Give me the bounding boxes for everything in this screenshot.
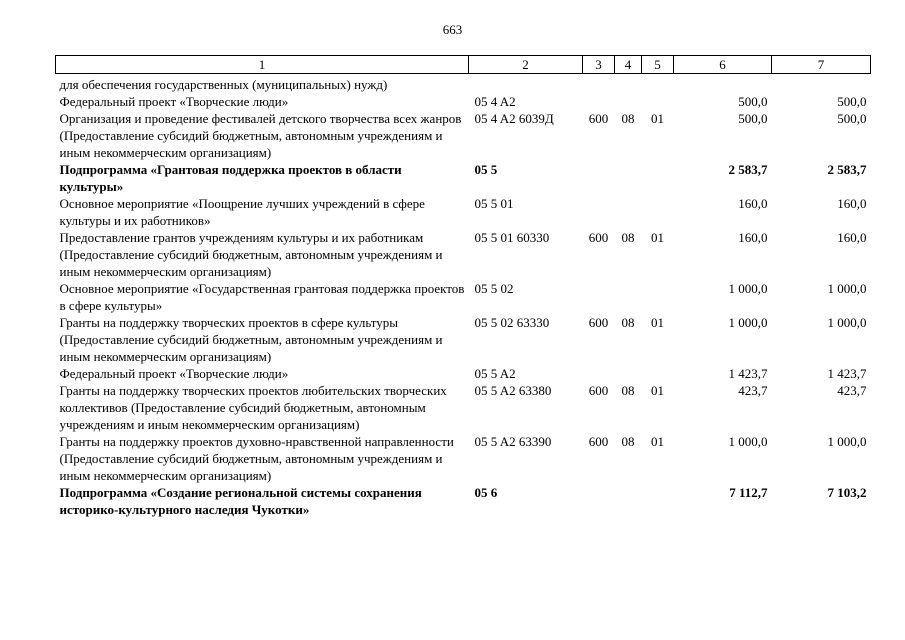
- header-col-7: 7: [772, 56, 871, 74]
- row-amount-2025: 1 000,0: [827, 434, 867, 449]
- table-header-row: [56, 56, 871, 74]
- row-amount-2025: 7 103,2: [827, 485, 867, 500]
- row-amount-2024: 500,0: [738, 111, 768, 126]
- row-code: 05 5 A2 63390: [474, 434, 552, 449]
- row-subsection: 01: [651, 383, 664, 398]
- row-section: [615, 74, 642, 94]
- table-row: [56, 314, 871, 365]
- table-row: [56, 365, 871, 382]
- table-row: [56, 161, 871, 195]
- row-subsection: 01: [651, 315, 664, 330]
- row-amount-2024: 423,7: [738, 383, 768, 398]
- row-code: 05 4 A2: [474, 94, 516, 109]
- row-section: [615, 195, 642, 229]
- row-amount-2024: 1 000,0: [728, 281, 768, 296]
- row-section: 08: [621, 111, 635, 126]
- row-description: Подпрограмма «Создание региональной системы сохранения историко-культурного наследия Чукотки»: [59, 485, 422, 517]
- row-code: 05 5 01 60330: [474, 230, 550, 245]
- row-type: 600: [588, 434, 609, 449]
- row-code: 05 6: [474, 485, 498, 500]
- row-section: [615, 280, 642, 314]
- row-section: [615, 484, 642, 518]
- header-col-3: 3: [583, 56, 615, 74]
- row-type: [583, 365, 615, 382]
- row-subsection: [642, 280, 674, 314]
- row-description: Гранты на поддержку проектов духовно-нравственной направленности (Предоставление субсидий бюджетным, автономным учреждениям и иным некоммерческим организациям): [59, 434, 454, 483]
- row-amount-2025: [772, 74, 871, 94]
- row-subsection: 01: [651, 434, 664, 449]
- table-row: [56, 93, 871, 110]
- row-description: Организация и проведение фестивалей детского творчества всех жанров (Предоставление субсидий бюджетным, автономным учреждениям и иным некоммерческим организациям): [59, 111, 462, 160]
- row-description: для обеспечения государственных (муниципальных) нужд): [59, 77, 388, 92]
- row-subsection: [642, 484, 674, 518]
- row-section: 08: [621, 315, 635, 330]
- row-subsection: [642, 93, 674, 110]
- row-code: 05 5: [474, 162, 498, 177]
- row-subsection: [642, 195, 674, 229]
- row-amount-2024: [674, 74, 772, 94]
- row-description: Федеральный проект «Творческие люди»: [59, 94, 289, 109]
- row-description: Федеральный проект «Творческие люди»: [59, 366, 289, 381]
- row-subsection: [642, 161, 674, 195]
- page-number: 663: [442, 22, 463, 37]
- row-type: 600: [588, 383, 609, 398]
- row-amount-2025: 160,0: [837, 230, 867, 245]
- row-type: 600: [588, 315, 609, 330]
- table-row: [56, 280, 871, 314]
- header-col-6: 6: [674, 56, 772, 74]
- row-section: 08: [621, 230, 635, 245]
- row-amount-2025: 500,0: [837, 94, 867, 109]
- row-type: [583, 195, 615, 229]
- row-code: 05 5 02: [474, 281, 514, 296]
- row-code: 05 5 A2 63380: [474, 383, 552, 398]
- header-col-4: 4: [615, 56, 642, 74]
- header-col-5: 5: [642, 56, 674, 74]
- row-amount-2024: 1 423,7: [728, 366, 768, 381]
- row-type: [583, 161, 615, 195]
- table-row: [56, 195, 871, 229]
- row-amount-2025: 1 000,0: [827, 315, 867, 330]
- row-section: [615, 93, 642, 110]
- row-code: [469, 74, 583, 94]
- row-subsection: 01: [651, 111, 664, 126]
- row-amount-2025: 160,0: [837, 196, 867, 211]
- row-subsection: [642, 365, 674, 382]
- row-amount-2024: 160,0: [738, 196, 768, 211]
- row-section: [615, 365, 642, 382]
- row-amount-2025: 423,7: [837, 383, 867, 398]
- row-code: 05 4 A2 6039Д: [474, 111, 554, 126]
- row-code: 05 5 A2: [474, 366, 516, 381]
- table-row: [56, 229, 871, 280]
- row-type: 600: [588, 230, 609, 245]
- budget-table: [55, 55, 871, 518]
- table-row: [56, 110, 871, 161]
- row-subsection: [642, 74, 674, 94]
- table-row: [56, 433, 871, 484]
- row-amount-2024: 1 000,0: [728, 315, 768, 330]
- table-row: [56, 382, 871, 433]
- row-description: Гранты на поддержку творческих проектов любительских творческих коллективов (Предоставление субсидий бюджетным, автономным учреждениям и иным некоммерческим организациям): [59, 383, 447, 432]
- row-amount-2024: 7 112,7: [729, 485, 768, 500]
- row-amount-2024: 2 583,7: [728, 162, 768, 177]
- row-description: Основное мероприятие «Государственная грантовая поддержка проектов в сфере культуры»: [59, 281, 465, 313]
- row-amount-2024: 1 000,0: [728, 434, 768, 449]
- header-col-2: 2: [469, 56, 583, 74]
- row-type: [583, 484, 615, 518]
- row-amount-2024: 500,0: [738, 94, 768, 109]
- header-col-1: 1: [56, 56, 469, 74]
- row-code: 05 5 02 63330: [474, 315, 550, 330]
- row-description: Гранты на поддержку творческих проектов в сфере культуры (Предоставление субсидий бюджетным, автономным учреждениям и иным некоммерческим организациям): [59, 315, 443, 364]
- row-section: 08: [621, 434, 635, 449]
- table-row: [56, 484, 871, 518]
- row-amount-2025: 2 583,7: [827, 162, 867, 177]
- row-description: Предоставление грантов учреждениям культуры и их работникам (Предоставление субсидий бюджетным, автономным учреждениям и иным некоммерческим организациям): [59, 230, 443, 279]
- row-type: 600: [588, 111, 609, 126]
- row-section: 08: [621, 383, 635, 398]
- row-amount-2024: 160,0: [738, 230, 768, 245]
- row-type: [583, 74, 615, 94]
- row-section: [615, 161, 642, 195]
- table-row: [56, 74, 871, 94]
- row-amount-2025: 500,0: [837, 111, 867, 126]
- row-description: Основное мероприятие «Поощрение лучших учреждений в сфере культуры и их работников»: [59, 196, 425, 228]
- row-code: 05 5 01: [474, 196, 514, 211]
- row-amount-2025: 1 423,7: [827, 366, 867, 381]
- row-subsection: 01: [651, 230, 664, 245]
- row-description: Подпрограмма «Грантовая поддержка проектов в области культуры»: [59, 162, 402, 194]
- row-amount-2025: 1 000,0: [827, 281, 867, 296]
- row-type: [583, 280, 615, 314]
- row-type: [583, 93, 615, 110]
